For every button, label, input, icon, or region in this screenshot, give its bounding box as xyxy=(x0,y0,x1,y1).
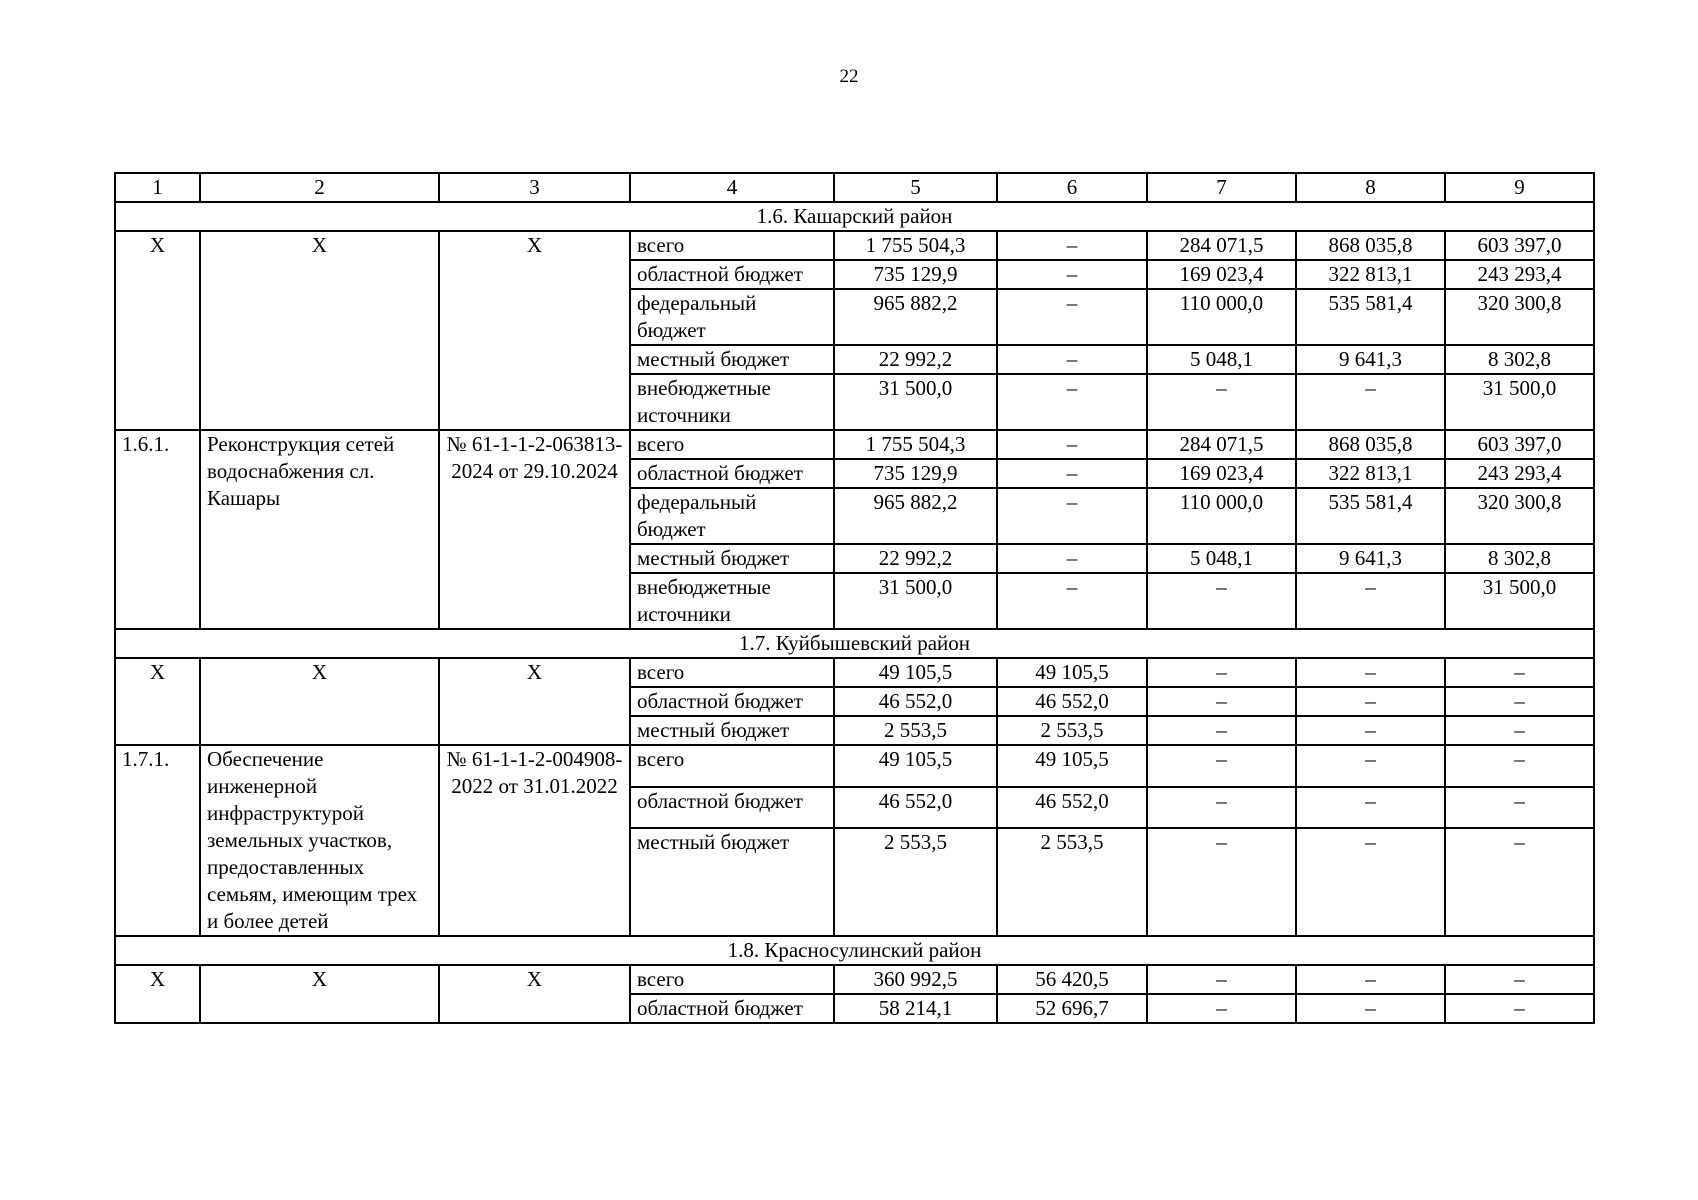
value-col6: 46 552,0 xyxy=(997,787,1147,829)
funding-source: местный бюджет xyxy=(630,828,834,936)
value-col9: – xyxy=(1445,828,1594,936)
value-col7: – xyxy=(1147,745,1296,787)
section-title: 1.8. Красносулинский район xyxy=(115,936,1594,965)
value-col6: 2 553,5 xyxy=(997,828,1147,936)
value-col7: 284 071,5 xyxy=(1147,231,1296,260)
funding-source: местный бюджет xyxy=(630,544,834,573)
value-col7: 5 048,1 xyxy=(1147,345,1296,374)
value-col5: 49 105,5 xyxy=(834,658,997,687)
funding-source: областной бюджет xyxy=(630,260,834,289)
value-col9: 8 302,8 xyxy=(1445,544,1594,573)
value-col9: 320 300,8 xyxy=(1445,488,1594,544)
item-document: № 61-1-1-2-004908-2022 от 31.01.2022 xyxy=(439,745,630,936)
value-col5: 22 992,2 xyxy=(834,345,997,374)
page-number: 22 xyxy=(839,66,859,87)
funding-source: федеральный бюджет xyxy=(630,289,834,345)
value-col6: 46 552,0 xyxy=(997,687,1147,716)
funding-source: областной бюджет xyxy=(630,994,834,1023)
value-col9: 31 500,0 xyxy=(1445,573,1594,629)
value-col9: – xyxy=(1445,658,1594,687)
section-title: 1.6. Кашарский район xyxy=(115,202,1594,231)
funding-source: областной бюджет xyxy=(630,787,834,829)
item-number: Х xyxy=(115,658,200,745)
value-col8: – xyxy=(1296,573,1445,629)
section-row xyxy=(115,202,1594,231)
value-col8: – xyxy=(1296,658,1445,687)
value-col9: – xyxy=(1445,745,1594,787)
section-row xyxy=(115,629,1594,658)
item-name: Х xyxy=(200,658,439,745)
value-col8: – xyxy=(1296,787,1445,829)
value-col8: 535 581,4 xyxy=(1296,488,1445,544)
item-number: Х xyxy=(115,231,200,430)
header-cell: 2 xyxy=(200,173,439,202)
value-col5: 31 500,0 xyxy=(834,374,997,430)
funding-source: всего xyxy=(630,658,834,687)
value-col9: – xyxy=(1445,687,1594,716)
value-col5: 46 552,0 xyxy=(834,687,997,716)
value-col5: 1 755 504,3 xyxy=(834,231,997,260)
value-col5: 735 129,9 xyxy=(834,459,997,488)
funding-source: всего xyxy=(630,430,834,459)
value-col6: – xyxy=(997,430,1147,459)
item-document: № 61-1-1-2-063813-2024 от 29.10.2024 xyxy=(439,430,630,629)
value-col6: – xyxy=(997,573,1147,629)
value-col6: – xyxy=(997,231,1147,260)
item-name: Х xyxy=(200,965,439,1023)
value-col7: 284 071,5 xyxy=(1147,430,1296,459)
value-col6: 2 553,5 xyxy=(997,716,1147,745)
value-col8: 322 813,1 xyxy=(1296,260,1445,289)
value-col9: 8 302,8 xyxy=(1445,345,1594,374)
header-cell: 9 xyxy=(1445,173,1594,202)
value-col7: – xyxy=(1147,573,1296,629)
value-col7: 169 023,4 xyxy=(1147,459,1296,488)
funding-source: местный бюджет xyxy=(630,345,834,374)
value-col5: 2 553,5 xyxy=(834,716,997,745)
value-col6: 56 420,5 xyxy=(997,965,1147,994)
value-col6: – xyxy=(997,488,1147,544)
funding-source: внебюджетные источники xyxy=(630,374,834,430)
funding-source: внебюджетные источники xyxy=(630,573,834,629)
funding-source: всего xyxy=(630,231,834,260)
value-col7: 5 048,1 xyxy=(1147,544,1296,573)
value-col8: 535 581,4 xyxy=(1296,289,1445,345)
value-col6: – xyxy=(997,260,1147,289)
item-name: Обеспечение инженерной инфраструктурой земельных участков, предоставленных семьям, имеющим трех и более детей xyxy=(200,745,439,936)
value-col5: 360 992,5 xyxy=(834,965,997,994)
value-col5: 46 552,0 xyxy=(834,787,997,829)
table-row xyxy=(115,430,1594,459)
funding-source: всего xyxy=(630,965,834,994)
value-col8: – xyxy=(1296,965,1445,994)
value-col6: – xyxy=(997,459,1147,488)
value-col9: 243 293,4 xyxy=(1445,459,1594,488)
value-col9: – xyxy=(1445,716,1594,745)
value-col7: – xyxy=(1147,787,1296,829)
value-col9: 31 500,0 xyxy=(1445,374,1594,430)
value-col7: – xyxy=(1147,716,1296,745)
value-col8: – xyxy=(1296,687,1445,716)
item-document: Х xyxy=(439,658,630,745)
item-document: Х xyxy=(439,231,630,430)
value-col8: 868 035,8 xyxy=(1296,231,1445,260)
value-col8: 322 813,1 xyxy=(1296,459,1445,488)
value-col7: – xyxy=(1147,994,1296,1023)
header-cell: 8 xyxy=(1296,173,1445,202)
value-col6: – xyxy=(997,374,1147,430)
header-cell: 7 xyxy=(1147,173,1296,202)
value-col9: 320 300,8 xyxy=(1445,289,1594,345)
value-col6: – xyxy=(997,289,1147,345)
value-col5: 2 553,5 xyxy=(834,828,997,936)
item-document: Х xyxy=(439,965,630,1023)
value-col8: – xyxy=(1296,994,1445,1023)
value-col7: – xyxy=(1147,658,1296,687)
value-col6: 49 105,5 xyxy=(997,658,1147,687)
funding-source: местный бюджет xyxy=(630,716,834,745)
funding-source: областной бюджет xyxy=(630,459,834,488)
value-col8: – xyxy=(1296,716,1445,745)
funding-source: федеральный бюджет xyxy=(630,488,834,544)
value-col6: 52 696,7 xyxy=(997,994,1147,1023)
header-row xyxy=(115,173,1594,202)
table-row xyxy=(115,745,1594,787)
header-cell: 3 xyxy=(439,173,630,202)
section-row xyxy=(115,936,1594,965)
item-name: Реконструкция сетей водоснабжения сл. Кашары xyxy=(200,430,439,629)
value-col9: – xyxy=(1445,965,1594,994)
value-col8: 9 641,3 xyxy=(1296,345,1445,374)
value-col8: – xyxy=(1296,374,1445,430)
header-cell: 1 xyxy=(115,173,200,202)
value-col7: – xyxy=(1147,965,1296,994)
value-col7: 169 023,4 xyxy=(1147,260,1296,289)
value-col7: – xyxy=(1147,374,1296,430)
value-col6: – xyxy=(997,345,1147,374)
value-col5: 22 992,2 xyxy=(834,544,997,573)
funding-source: всего xyxy=(630,745,834,787)
value-col5: 965 882,2 xyxy=(834,289,997,345)
funding-source: областной бюджет xyxy=(630,687,834,716)
section-title: 1.7. Куйбышевский район xyxy=(115,629,1594,658)
table-row xyxy=(115,658,1594,687)
value-col5: 1 755 504,3 xyxy=(834,430,997,459)
value-col7: 110 000,0 xyxy=(1147,488,1296,544)
value-col8: 868 035,8 xyxy=(1296,430,1445,459)
value-col5: 965 882,2 xyxy=(834,488,997,544)
value-col6: – xyxy=(997,544,1147,573)
value-col8: 9 641,3 xyxy=(1296,544,1445,573)
value-col9: 603 397,0 xyxy=(1445,231,1594,260)
value-col5: 735 129,9 xyxy=(834,260,997,289)
header-cell: 6 xyxy=(997,173,1147,202)
table-row xyxy=(115,965,1594,994)
header-cell: 4 xyxy=(630,173,834,202)
value-col8: – xyxy=(1296,745,1445,787)
value-col5: 31 500,0 xyxy=(834,573,997,629)
table-row xyxy=(115,231,1594,260)
value-col9: 603 397,0 xyxy=(1445,430,1594,459)
value-col6: 49 105,5 xyxy=(997,745,1147,787)
item-number: Х xyxy=(115,965,200,1023)
value-col7: – xyxy=(1147,687,1296,716)
value-col7: – xyxy=(1147,828,1296,936)
item-number: 1.7.1. xyxy=(115,745,200,936)
budget-table xyxy=(114,172,1595,1024)
value-col9: – xyxy=(1445,994,1594,1023)
value-col5: 58 214,1 xyxy=(834,994,997,1023)
item-name: Х xyxy=(200,231,439,430)
value-col7: 110 000,0 xyxy=(1147,289,1296,345)
value-col9: – xyxy=(1445,787,1594,829)
value-col8: – xyxy=(1296,828,1445,936)
header-cell: 5 xyxy=(834,173,997,202)
item-number: 1.6.1. xyxy=(115,430,200,629)
value-col9: 243 293,4 xyxy=(1445,260,1594,289)
value-col5: 49 105,5 xyxy=(834,745,997,787)
